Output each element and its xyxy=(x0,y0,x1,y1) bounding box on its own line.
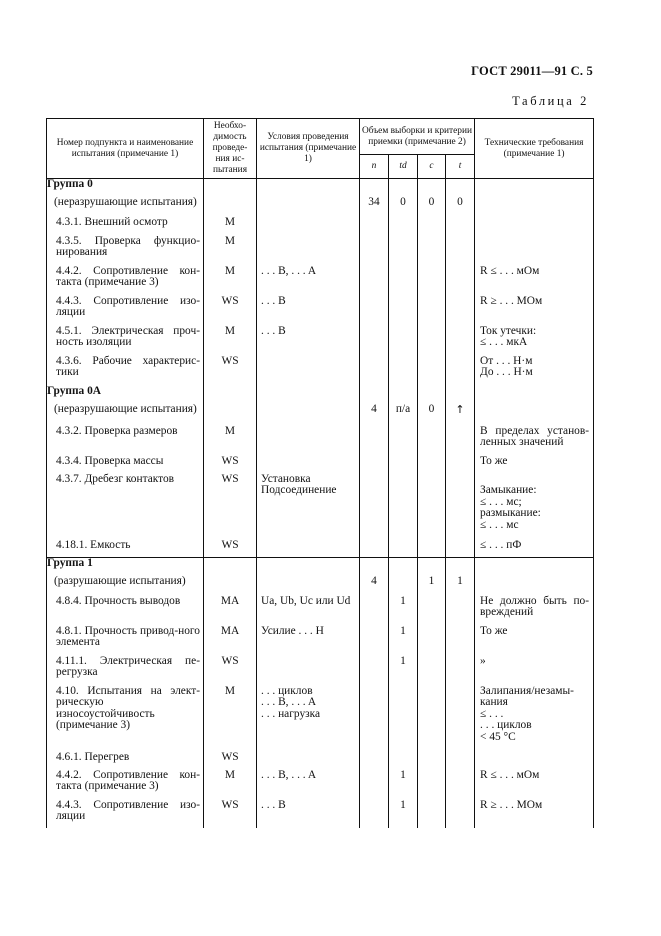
cell-t xyxy=(446,626,475,656)
cell-td xyxy=(389,296,418,326)
cell-c xyxy=(418,296,446,326)
cell-t xyxy=(446,540,475,558)
cell-t xyxy=(446,456,475,474)
cell-test: 4.3.1. Внешний осмотр xyxy=(47,217,204,236)
cell-td: п/а xyxy=(389,404,418,426)
cell-test: 4.8.4. Прочность выводов xyxy=(47,596,204,626)
cell-conditions: . . . B xyxy=(257,296,360,326)
cell-test: Группа 1 xyxy=(47,558,204,576)
cell-n xyxy=(360,426,389,456)
cell-t xyxy=(446,296,475,326)
cell-td xyxy=(389,356,418,386)
cell-requirements: R ≥ . . . МОм xyxy=(475,800,594,828)
cell-t xyxy=(446,800,475,828)
cell-n xyxy=(360,217,389,236)
table-row xyxy=(47,752,594,770)
cell-necessity: M xyxy=(204,236,257,266)
test-table xyxy=(46,118,594,828)
cell-td xyxy=(389,752,418,770)
cell-td: 1 xyxy=(389,626,418,656)
cell-conditions: Установка Подсоединение xyxy=(257,474,360,540)
cell-c: 0 xyxy=(418,197,446,217)
cell-necessity: WS xyxy=(204,656,257,686)
cell-t xyxy=(446,217,475,236)
cell-t xyxy=(446,386,475,404)
cell-test: 4.3.7. Дребезг контактов xyxy=(47,474,204,540)
cell-conditions xyxy=(257,426,360,456)
cell-test: Группа 0 xyxy=(47,179,204,197)
cell-test: 4.18.1. Емкость xyxy=(47,540,204,558)
header-c: c xyxy=(418,155,446,179)
cell-conditions: . . . циклов . . . B, . . . A . . . нагрузка xyxy=(257,686,360,752)
cell-td xyxy=(389,386,418,404)
header-necessity: Необхо-димость проведе-ния ис-пытания xyxy=(204,119,257,179)
cell-td xyxy=(389,576,418,596)
cell-requirements: Ток утечки: ≤ . . . мкА xyxy=(475,326,594,356)
cell-c xyxy=(418,236,446,266)
cell-c xyxy=(418,626,446,656)
cell-c xyxy=(418,770,446,800)
cell-c xyxy=(418,558,446,576)
table-header xyxy=(47,119,594,179)
table-row xyxy=(47,236,594,266)
cell-c xyxy=(418,540,446,558)
cell-necessity: M xyxy=(204,217,257,236)
cell-requirements: R ≤ . . . мОм xyxy=(475,266,594,296)
table-row xyxy=(47,770,594,800)
cell-requirements: В пределах установ-ленных значений xyxy=(475,426,594,456)
cell-conditions xyxy=(257,576,360,596)
cell-td: 1 xyxy=(389,596,418,626)
cell-td: 0 xyxy=(389,197,418,217)
cell-n xyxy=(360,752,389,770)
cell-n xyxy=(360,656,389,686)
cell-necessity xyxy=(204,558,257,576)
cell-conditions xyxy=(257,217,360,236)
cell-t xyxy=(446,752,475,770)
cell-necessity: WS xyxy=(204,296,257,326)
cell-requirements: От . . . Н·м До . . . Н·м xyxy=(475,356,594,386)
cell-necessity: M xyxy=(204,770,257,800)
cell-conditions xyxy=(257,179,360,197)
cell-c xyxy=(418,179,446,197)
table-row xyxy=(47,326,594,356)
cell-t xyxy=(446,426,475,456)
cell-t xyxy=(446,686,475,752)
cell-t xyxy=(446,770,475,800)
cell-necessity xyxy=(204,179,257,197)
cell-requirements xyxy=(475,386,594,404)
table-row xyxy=(47,686,594,752)
cell-necessity: MA xyxy=(204,626,257,656)
cell-test: (неразрушающие испытания) xyxy=(47,197,204,217)
cell-conditions xyxy=(257,386,360,404)
cell-test: 4.6.1. Перегрев xyxy=(47,752,204,770)
table-body xyxy=(47,179,594,828)
cell-test: 4.3.4. Проверка массы xyxy=(47,456,204,474)
cell-conditions xyxy=(257,236,360,266)
cell-n xyxy=(360,326,389,356)
cell-requirements: То же xyxy=(475,626,594,656)
table-row xyxy=(47,456,594,474)
cell-n xyxy=(360,456,389,474)
cell-requirements: Не должно быть по-вреждений xyxy=(475,596,594,626)
cell-conditions: . . . B xyxy=(257,800,360,828)
cell-requirements xyxy=(475,179,594,197)
cell-n xyxy=(360,386,389,404)
cell-necessity: M xyxy=(204,686,257,752)
cell-td xyxy=(389,326,418,356)
cell-necessity: M xyxy=(204,326,257,356)
cell-test: Группа 0А xyxy=(47,386,204,404)
cell-td xyxy=(389,540,418,558)
cell-n xyxy=(360,540,389,558)
cell-test: 4.10. Испытания на элект-рическую износоустойчивость (примечание 3) xyxy=(47,686,204,752)
cell-td xyxy=(389,558,418,576)
cell-test: 4.3.5. Проверка функцио-нирования xyxy=(47,236,204,266)
cell-test: 4.4.3. Сопротивление изо-ляции xyxy=(47,800,204,828)
cell-c xyxy=(418,656,446,686)
table-row xyxy=(47,540,594,558)
cell-requirements: ≤ . . . пФ xyxy=(475,540,594,558)
cell-t xyxy=(446,596,475,626)
cell-requirements xyxy=(475,576,594,596)
cell-c: 0 xyxy=(418,404,446,426)
cell-requirements: » xyxy=(475,656,594,686)
header-n: n xyxy=(360,155,389,179)
table-row xyxy=(47,356,594,386)
cell-td xyxy=(389,426,418,456)
cell-necessity xyxy=(204,404,257,426)
cell-requirements xyxy=(475,558,594,576)
table-row xyxy=(47,800,594,828)
header-conditions: Условия проведения испытания (примечание 1) xyxy=(257,119,360,179)
cell-c xyxy=(418,217,446,236)
cell-n xyxy=(360,626,389,656)
table-row xyxy=(47,217,594,236)
cell-test: 4.11.1. Электрическая пе-регрузка xyxy=(47,656,204,686)
cell-n xyxy=(360,686,389,752)
cell-conditions xyxy=(257,656,360,686)
cell-t: 0 xyxy=(446,197,475,217)
cell-conditions: . . . B, . . . A xyxy=(257,266,360,296)
cell-n: 34 xyxy=(360,197,389,217)
cell-conditions xyxy=(257,356,360,386)
cell-conditions: . . . B, . . . A xyxy=(257,770,360,800)
cell-c xyxy=(418,686,446,752)
cell-c xyxy=(418,266,446,296)
cell-conditions xyxy=(257,456,360,474)
cell-n: 4 xyxy=(360,576,389,596)
cell-requirements xyxy=(475,404,594,426)
table-row xyxy=(47,656,594,686)
cell-n xyxy=(360,296,389,326)
cell-test: (разрушающие испытания) xyxy=(47,576,204,596)
cell-t: 1 xyxy=(446,576,475,596)
cell-c xyxy=(418,800,446,828)
group-row xyxy=(47,179,594,197)
cell-necessity: WS xyxy=(204,800,257,828)
cell-necessity: MA xyxy=(204,596,257,626)
cell-requirements: Залипания/незамы-кания ≤ . . . . . . циклов < 45 °C xyxy=(475,686,594,752)
cell-td: 1 xyxy=(389,656,418,686)
table-row xyxy=(47,296,594,326)
cell-necessity xyxy=(204,197,257,217)
cell-conditions xyxy=(257,558,360,576)
table-row xyxy=(47,266,594,296)
cell-td xyxy=(389,686,418,752)
cell-t: ↑ xyxy=(446,404,475,426)
cell-necessity: WS xyxy=(204,540,257,558)
cell-necessity: WS xyxy=(204,752,257,770)
cell-requirements: То же xyxy=(475,456,594,474)
table-row xyxy=(47,626,594,656)
cell-n xyxy=(360,596,389,626)
cell-n xyxy=(360,266,389,296)
cell-n: 4 xyxy=(360,404,389,426)
cell-n xyxy=(360,356,389,386)
cell-test: 4.4.2. Сопротивление кон-такта (примечание 3) xyxy=(47,770,204,800)
table-row xyxy=(47,426,594,456)
cell-t xyxy=(446,356,475,386)
cell-test: 4.4.3. Сопротивление изо-ляции xyxy=(47,296,204,326)
group-subtitle-row xyxy=(47,197,594,217)
cell-conditions xyxy=(257,540,360,558)
table-row xyxy=(47,596,594,626)
cell-test: 4.3.6. Рабочие характерис-тики xyxy=(47,356,204,386)
cell-necessity: M xyxy=(204,266,257,296)
cell-n xyxy=(360,770,389,800)
group-row xyxy=(47,386,594,404)
cell-necessity: WS xyxy=(204,474,257,540)
test-table-container xyxy=(46,118,593,828)
cell-c xyxy=(418,356,446,386)
cell-t xyxy=(446,656,475,686)
cell-t xyxy=(446,326,475,356)
cell-test: 4.5.1. Электрическая проч-ность изоляции xyxy=(47,326,204,356)
cell-conditions xyxy=(257,197,360,217)
cell-td xyxy=(389,217,418,236)
cell-n xyxy=(360,558,389,576)
cell-requirements xyxy=(475,197,594,217)
cell-n xyxy=(360,800,389,828)
group-subtitle-row xyxy=(47,576,594,596)
cell-n xyxy=(360,474,389,540)
header-test: Номер подпункта и наименование испытания (примечание 1) xyxy=(47,119,204,179)
cell-t xyxy=(446,558,475,576)
cell-requirements: R ≥ . . . МОм xyxy=(475,296,594,326)
cell-c xyxy=(418,326,446,356)
running-head: ГОСТ 29011—91 С. 5 xyxy=(471,64,593,78)
cell-conditions xyxy=(257,404,360,426)
cell-t xyxy=(446,236,475,266)
header-t: t xyxy=(446,155,475,179)
cell-td xyxy=(389,179,418,197)
cell-c xyxy=(418,752,446,770)
table-row xyxy=(47,474,594,540)
cell-necessity: WS xyxy=(204,356,257,386)
cell-t xyxy=(446,179,475,197)
cell-requirements: Замыкание: ≤ . . . мс; размыкание: ≤ . . . мс xyxy=(475,474,594,540)
cell-td xyxy=(389,474,418,540)
cell-necessity: M xyxy=(204,426,257,456)
cell-c xyxy=(418,426,446,456)
header-sample: Объем выборки и критерии приемки (примечание 2) xyxy=(360,119,475,155)
cell-requirements xyxy=(475,236,594,266)
group-subtitle-row xyxy=(47,404,594,426)
cell-requirements: R ≤ . . . мОм xyxy=(475,770,594,800)
cell-necessity: WS xyxy=(204,456,257,474)
cell-t xyxy=(446,266,475,296)
cell-td: 1 xyxy=(389,770,418,800)
table-caption: Таблица 2 xyxy=(512,94,589,108)
cell-conditions: Ua, Ub, Uc или Ud xyxy=(257,596,360,626)
cell-test: 4.3.2. Проверка размеров xyxy=(47,426,204,456)
cell-test: 4.8.1. Прочность привод-ного элемента xyxy=(47,626,204,656)
header-td: td xyxy=(389,155,418,179)
cell-conditions: Усилие . . . Н xyxy=(257,626,360,656)
cell-td xyxy=(389,236,418,266)
cell-c xyxy=(418,456,446,474)
header-requirements: Технические требования (примечание 1) xyxy=(475,119,594,179)
cell-td xyxy=(389,456,418,474)
cell-td: 1 xyxy=(389,800,418,828)
cell-c xyxy=(418,474,446,540)
cell-requirements xyxy=(475,217,594,236)
cell-c: 1 xyxy=(418,576,446,596)
cell-conditions xyxy=(257,752,360,770)
cell-requirements xyxy=(475,752,594,770)
group-row xyxy=(47,558,594,576)
cell-test: 4.4.2. Сопротивление кон-такта (примечание 3) xyxy=(47,266,204,296)
cell-c xyxy=(418,386,446,404)
cell-td xyxy=(389,266,418,296)
cell-necessity xyxy=(204,386,257,404)
cell-conditions: . . . B xyxy=(257,326,360,356)
cell-n xyxy=(360,179,389,197)
cell-t xyxy=(446,474,475,540)
cell-c xyxy=(418,596,446,626)
cell-n xyxy=(360,236,389,266)
cell-test: (неразрушающие испытания) xyxy=(47,404,204,426)
cell-necessity xyxy=(204,576,257,596)
